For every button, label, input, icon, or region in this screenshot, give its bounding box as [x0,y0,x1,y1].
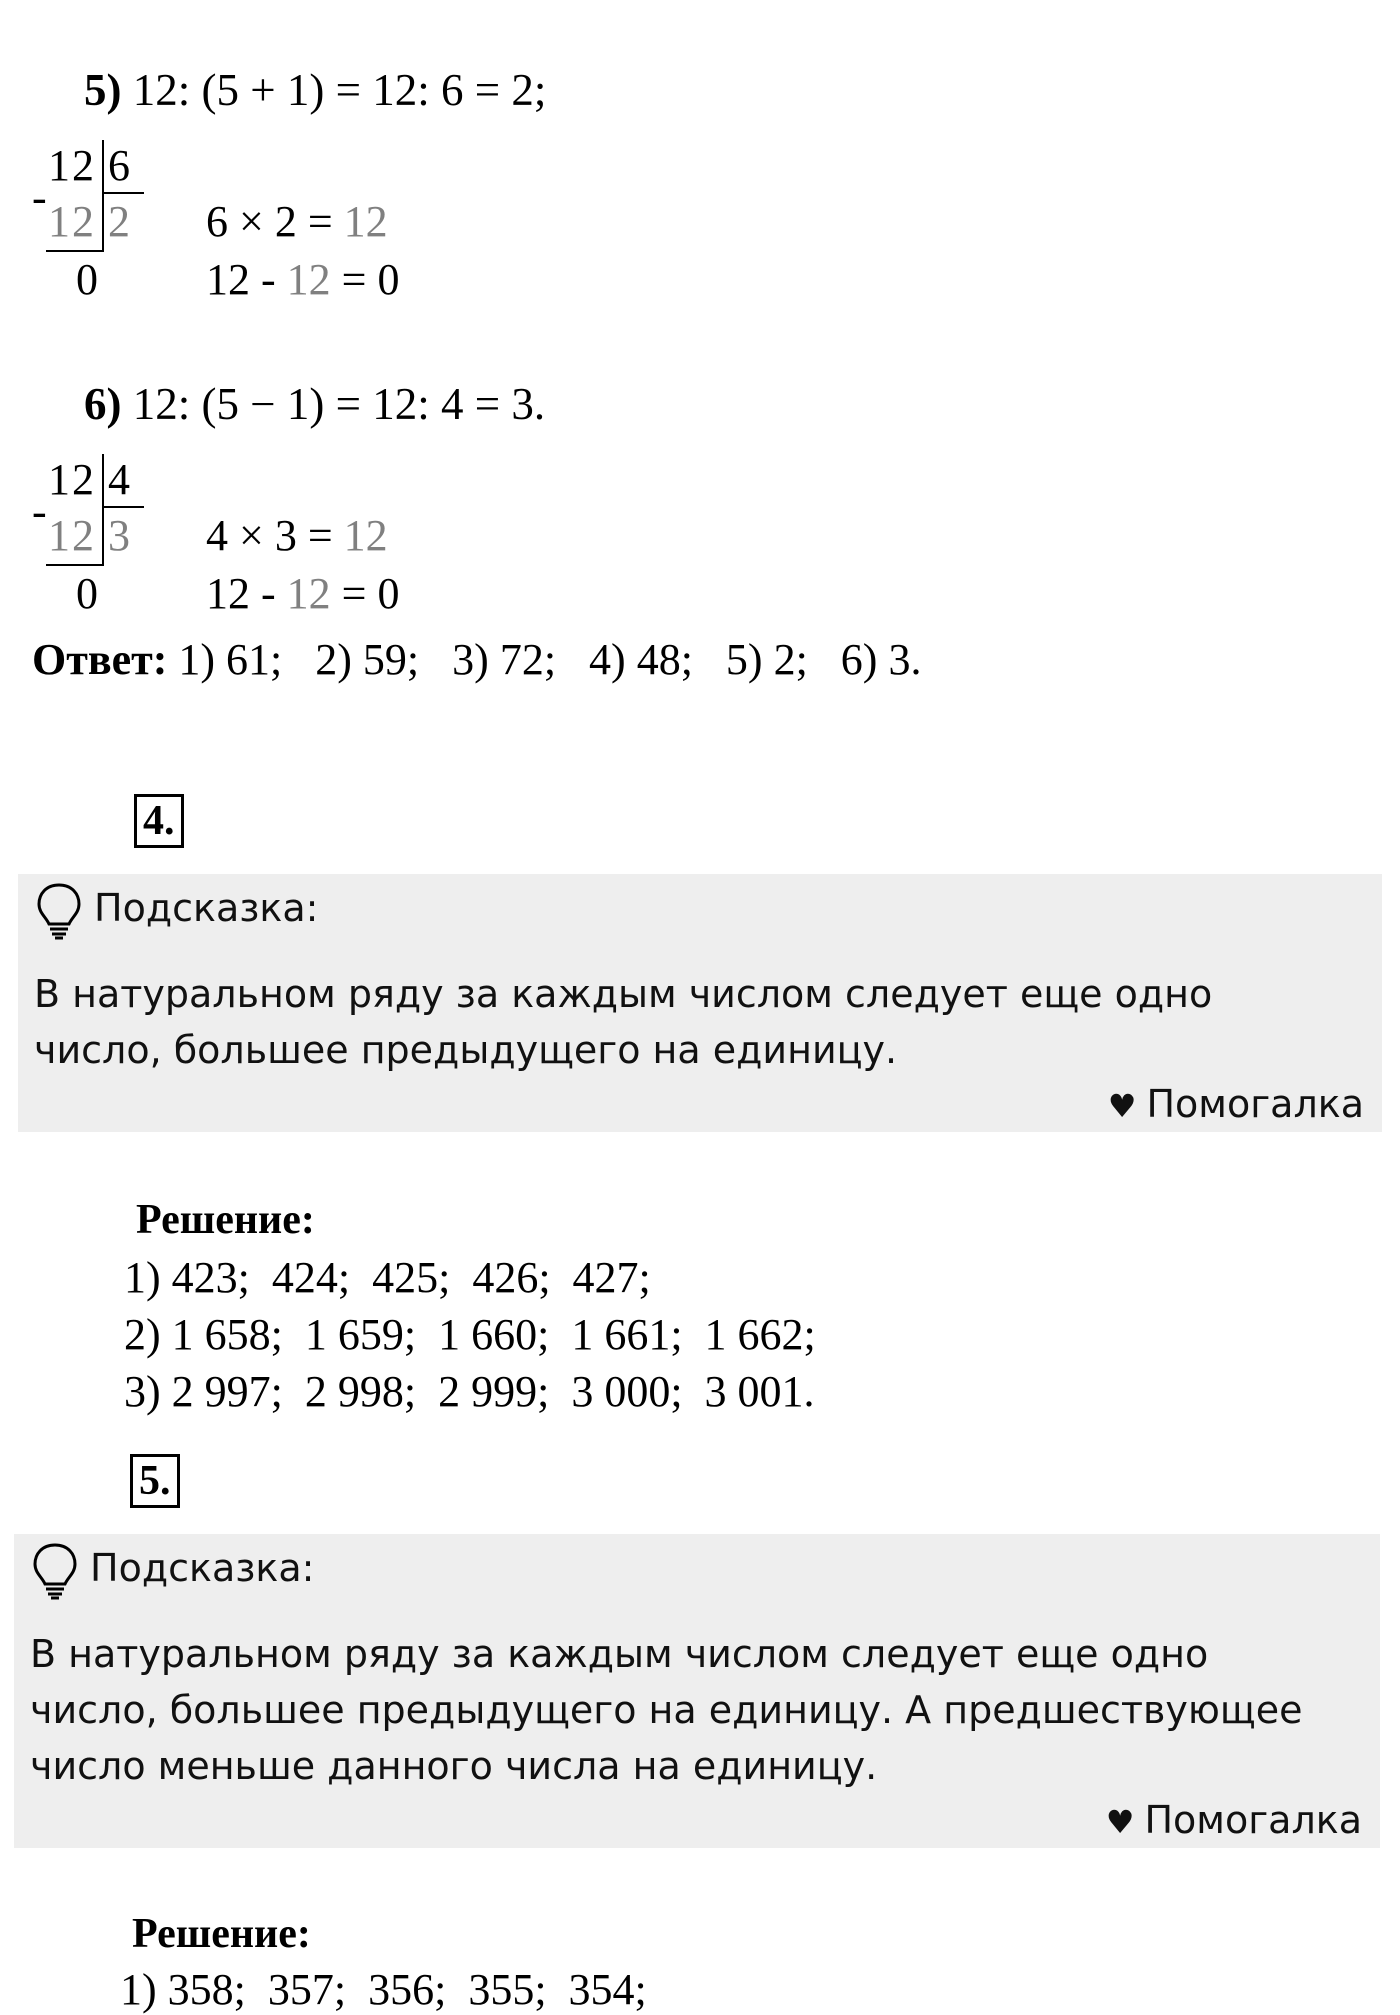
hint-text: В натуральном ряду за каждым числом следует еще одно число, большее предыдущего на единицу. [34,972,1213,1072]
quotient: 3 [108,511,130,560]
answer-label: Ответ: [32,635,168,684]
lightbulb-icon [30,1542,80,1600]
dividend: 12 [48,455,96,504]
divisor: 4 [108,455,130,504]
answer-text: 1) 61; 2) 59; 3) 72; 4) 48; 5) 2; 6) 3. [167,635,922,684]
check-subtraction: 12 - 12 = 0 [206,569,400,618]
division-subtraction-line [46,564,104,566]
heart-icon: ♥ [1107,1087,1137,1125]
subtrahend: 12 [48,197,96,246]
minus-sign: - [32,173,47,222]
solution-heading: Решение: [132,1911,311,1957]
hint-text: В натуральном ряду за каждым числом следует еще одно число, большее предыдущего на единицу. А предшествующее число меньше данного числа на единицу. [30,1632,1303,1788]
check-multiplication: 4 × 3 = 12 [206,511,388,560]
remainder: 0 [76,569,98,618]
lightbulb-icon [34,882,84,940]
part6-long-division [30,454,430,618]
solution-heading: Решение: [136,1197,315,1243]
solution-line: 2) 1 658; 1 659; 1 660; 1 661; 1 662; [124,1310,816,1359]
solution-line: 3) 2 997; 2 998; 2 999; 3 000; 3 001. [124,1367,815,1416]
part6-equation [84,379,546,429]
heart-icon: ♥ [1105,1803,1135,1841]
task-number-box: 4. [134,794,184,848]
part6-expression: 12: (5 − 1) = 12: 4 = 3. [132,379,546,429]
part5-expression: 12: (5 + 1) = 12: 6 = 2; [132,65,547,115]
hint-title: Подсказка: [90,1546,315,1590]
subtrahend: 12 [48,511,96,560]
solution-line: 1) 358; 357; 356; 355; 354; [120,1965,647,2014]
part6-number: 6) [84,379,122,429]
division-subtraction-line [46,250,104,252]
division-divisor-line [102,506,144,508]
hint-box [14,1534,1380,1848]
hint-box [18,874,1382,1132]
quotient: 2 [108,197,130,246]
minus-sign: - [32,487,47,536]
divisor: 6 [108,141,130,190]
check-multiplication: 6 × 2 = 12 [206,197,388,246]
solution-line: 1) 423; 424; 425; 426; 427; [124,1253,651,1302]
division-vertical-line [102,454,104,564]
hint-title: Подсказка: [94,886,319,930]
task-number-box: 5. [130,1454,180,1508]
brand-label: ♥ Помогалка [1107,1082,1364,1126]
part5-number: 5) [84,65,122,115]
division-divisor-line [102,192,144,194]
part5-long-division [30,140,430,304]
brand-label: ♥ Помогалка [1105,1798,1362,1842]
answer-line [32,634,921,685]
part5-equation [84,65,547,115]
check-subtraction: 12 - 12 = 0 [206,255,400,304]
division-vertical-line [102,140,104,250]
remainder: 0 [76,255,98,304]
dividend: 12 [48,141,96,190]
